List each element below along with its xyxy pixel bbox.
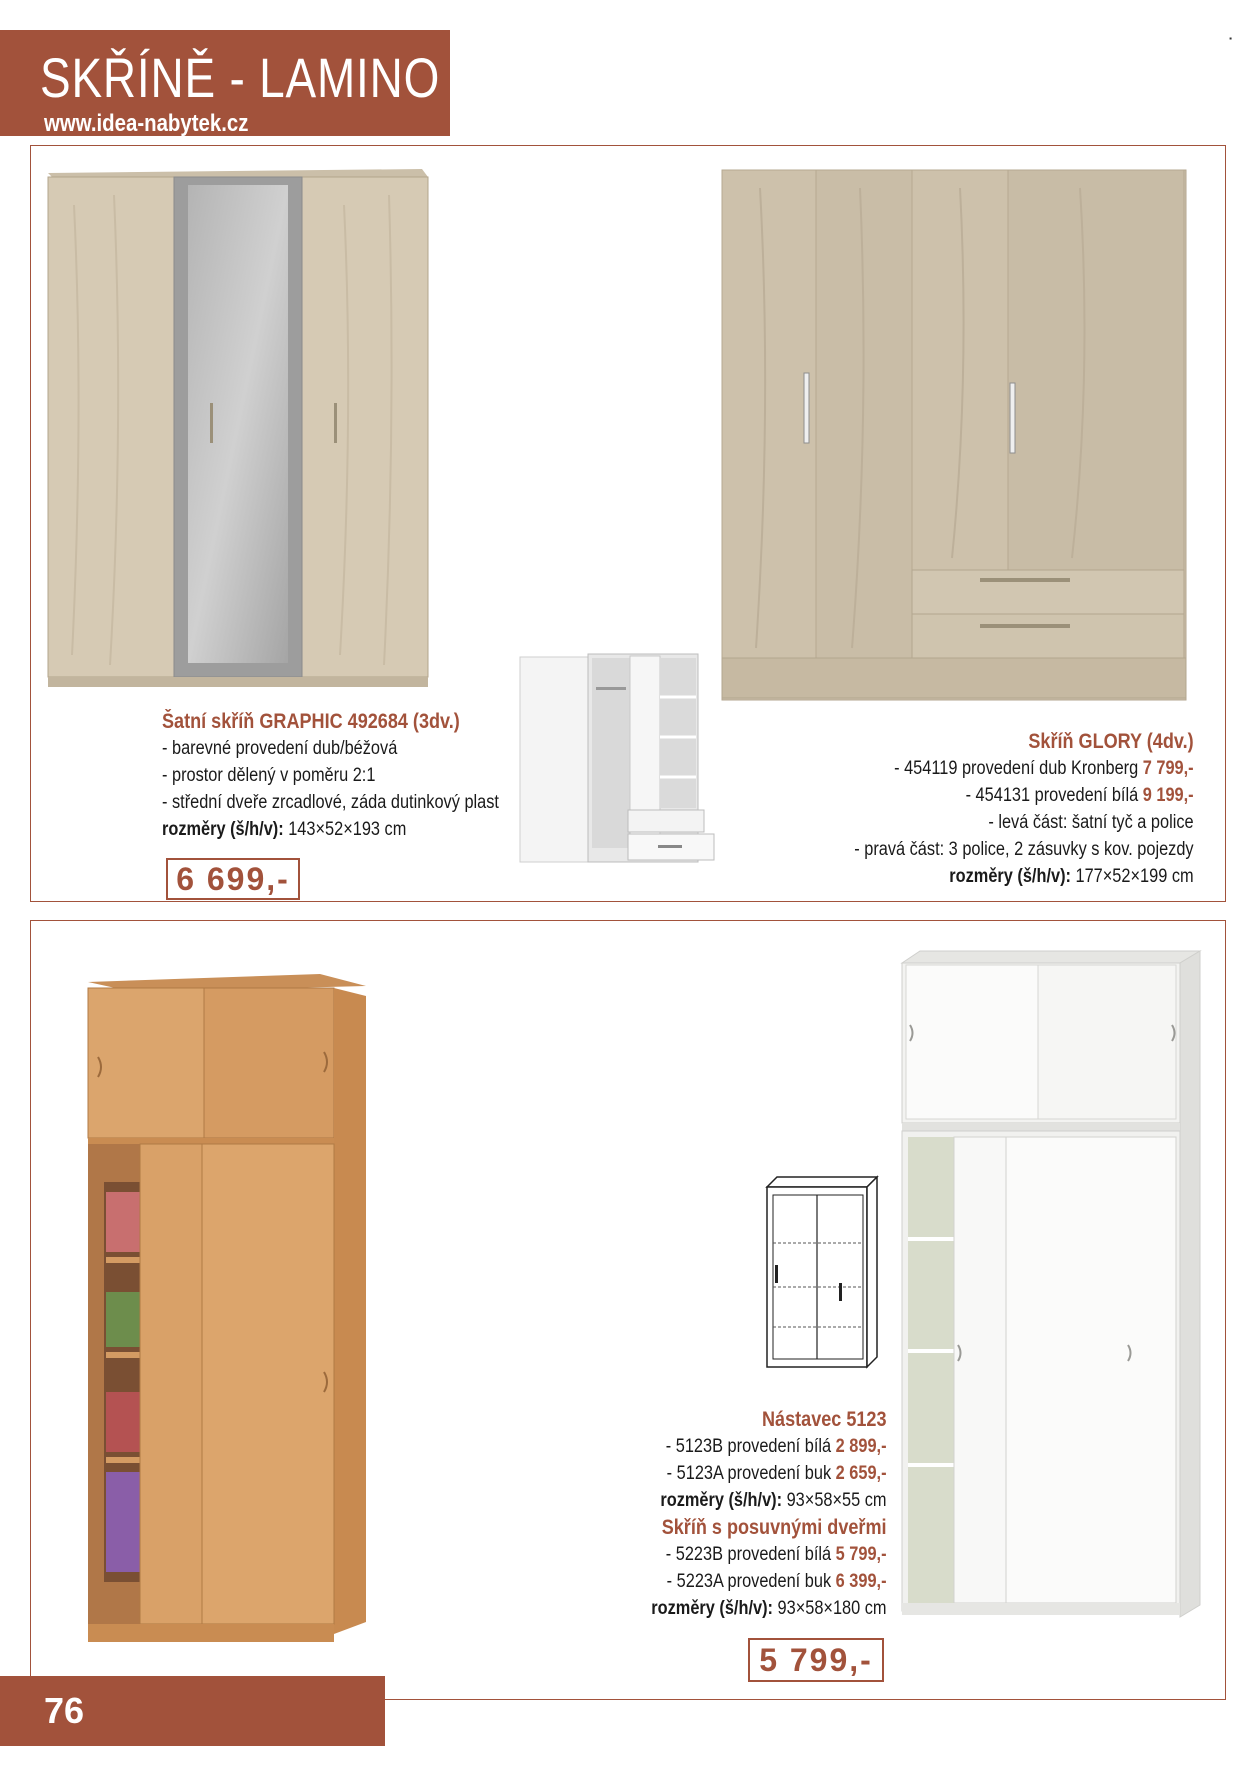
graphic-dimensions (162, 816, 499, 843)
dims-value: 177×52×199 cm (1075, 866, 1194, 887)
graphic-title: Šatní skříň GRAPHIC 492684 (3dv.) (162, 710, 460, 733)
variant-text: - 454119 provedení dub Kronberg (894, 758, 1139, 779)
variant-text: - 454131 provedení bílá (965, 785, 1139, 806)
sliding-variant (652, 1541, 887, 1568)
dims-label: rozměry (š/h/v): (651, 1598, 774, 1619)
variant-text: - 5123A provedení buk (667, 1463, 832, 1484)
sliding-variant (652, 1568, 887, 1595)
nastavec-title: Nástavec 5123 (762, 1408, 887, 1431)
corner-mark: ▪ (1229, 34, 1232, 43)
graphic-wardrobe-image (44, 165, 434, 690)
glory-wardrobe-image (720, 168, 1190, 713)
variant-text: - 5223A provedení buk (667, 1571, 832, 1592)
dims-value: 143×52×193 cm (288, 819, 407, 840)
sliding-price-box: 5 799,- (748, 1638, 884, 1682)
graphic-spec-line: - prostor dělený v poměru 2:1 (162, 765, 376, 786)
sliding-title: Skříň s posuvnými dveřmi (662, 1516, 887, 1539)
page-title: SKŘÍNĚ - LAMINO (40, 46, 441, 109)
glory-caption (855, 728, 1194, 890)
glory-spec-line: - pravá část: 3 police, 2 zásuvky s kov. pojezdy (854, 839, 1194, 860)
variant-price: 6 399,- (836, 1571, 887, 1592)
nastavec-variant (652, 1460, 887, 1487)
website-link[interactable]: www.idea-nabytek.cz (44, 110, 249, 137)
sliding-dimensions (652, 1595, 887, 1622)
nastavec-dimensions (652, 1487, 887, 1514)
variant-price: 9 199,- (1143, 785, 1194, 806)
variant-price: 5 799,- (836, 1544, 887, 1565)
glory-variant (855, 755, 1194, 782)
white-sliding-wardrobe-image (900, 945, 1210, 1640)
glory-title: Skříň GLORY (4dv.) (1028, 730, 1194, 753)
glory-variant (855, 782, 1194, 809)
dims-label: rozměry (š/h/v): (660, 1490, 783, 1511)
variant-text: - 5123B provedení bílá (666, 1436, 832, 1457)
variant-price: 2 899,- (836, 1436, 887, 1457)
dims-label: rozměry (š/h/v): (949, 866, 1072, 887)
variant-price: 7 799,- (1143, 758, 1194, 779)
variant-text: - 5223B provedení bílá (666, 1544, 832, 1565)
page-number: 76 (44, 1690, 85, 1731)
nastavec-caption (652, 1406, 887, 1622)
graphic-caption (162, 708, 499, 843)
header-banner (0, 30, 450, 136)
nastavec-variant (652, 1433, 887, 1460)
glory-dimensions (855, 863, 1194, 890)
graphic-spec-line: - barevné provedení dub/béžová (162, 738, 398, 759)
beech-sliding-wardrobe-image (84, 972, 374, 1652)
dims-label: rozměry (š/h/v): (162, 819, 284, 840)
variant-price: 2 659,- (836, 1463, 887, 1484)
glory-spec-line: - levá část: šatní tyč a police (988, 812, 1194, 833)
white-wardrobe-open-image (518, 652, 718, 872)
footer-bar (0, 1676, 385, 1746)
graphic-price-box: 6 699,- (166, 858, 300, 900)
nastavec-line-drawing (765, 1175, 885, 1375)
graphic-spec-line: - střední dveře zrcadlové, záda dutinkový plast (162, 792, 499, 813)
dims-value: 93×58×180 cm (777, 1598, 887, 1619)
dims-value: 93×58×55 cm (787, 1490, 887, 1511)
